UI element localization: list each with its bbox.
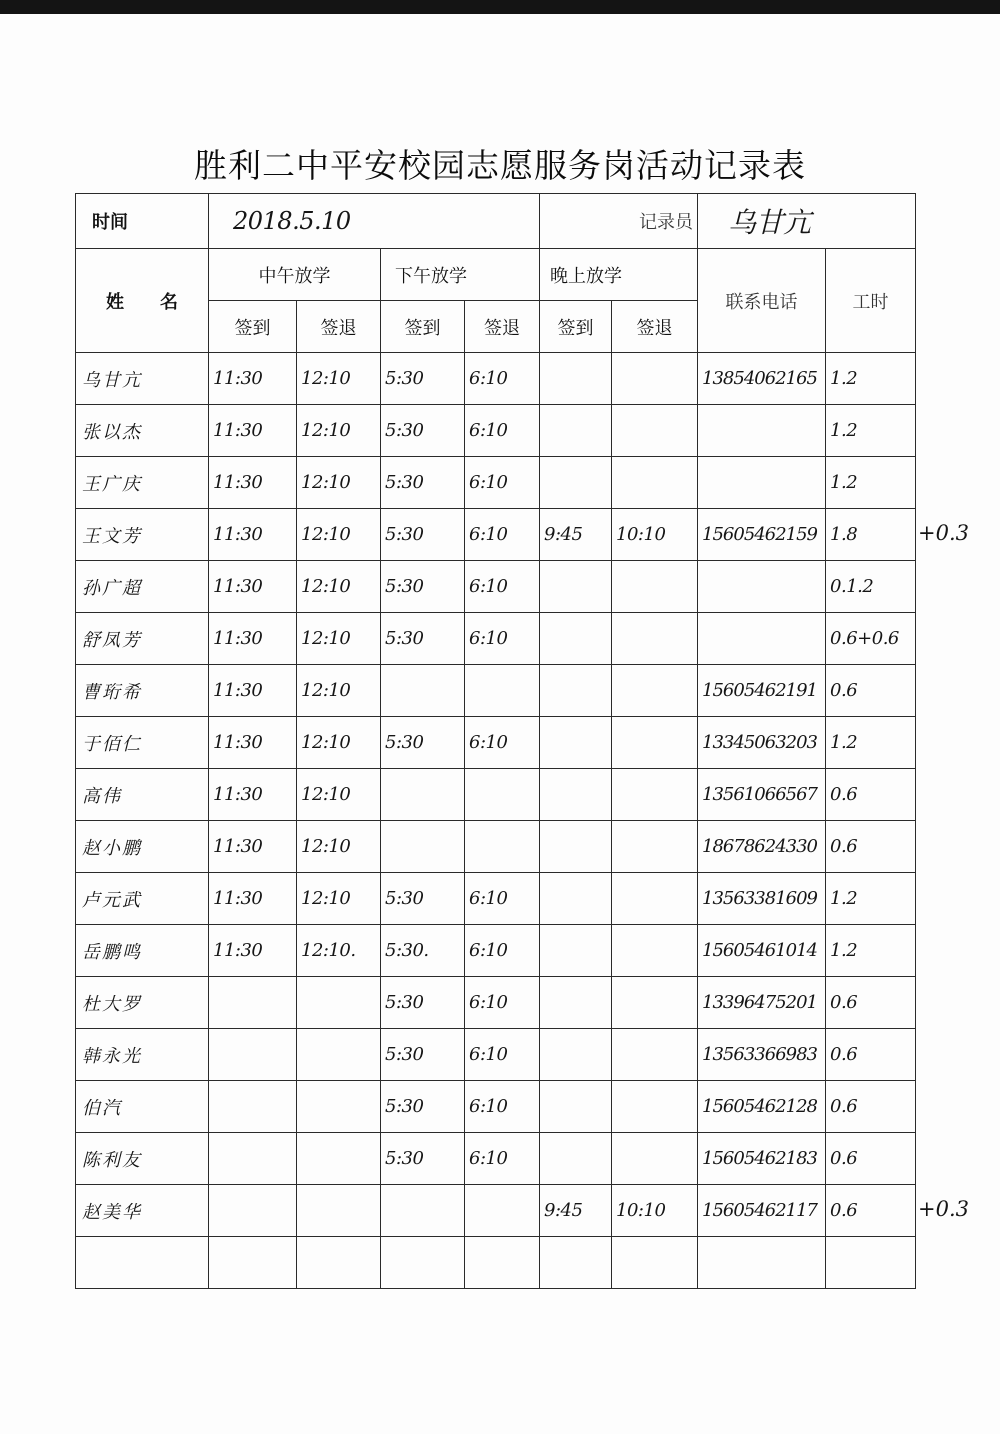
name-cell: 张以杰 (76, 405, 209, 457)
evening-sign-in-cell (540, 1081, 612, 1133)
afternoon-sign-in-header: 签到 (381, 301, 465, 353)
noon-sign-in-cell (209, 1185, 297, 1237)
phone-cell: 13563381609 (698, 873, 826, 925)
afternoon-sign-out-header: 签退 (465, 301, 540, 353)
evening-sign-out-cell: 10:10 (612, 509, 698, 561)
afternoon-sign-in-cell: 5:30 (381, 1133, 465, 1185)
phone-cell (698, 613, 826, 665)
phone-cell: 13561066567 (698, 769, 826, 821)
noon-sign-out-cell: 12:10 (297, 561, 381, 613)
name-cell: 乌甘亢 (76, 353, 209, 405)
name-cell: 卢元武 (76, 873, 209, 925)
noon-sign-out-cell: 12:10 (297, 873, 381, 925)
name-cell (76, 1237, 209, 1289)
afternoon-sign-out-cell (465, 769, 540, 821)
evening-sign-out-cell (612, 665, 698, 717)
afternoon-sign-out-cell (465, 821, 540, 873)
afternoon-sign-in-cell: 5:30 (381, 405, 465, 457)
afternoon-sign-out-cell: 6:10 (465, 561, 540, 613)
evening-sign-in-cell: 9:45 (540, 1185, 612, 1237)
afternoon-sign-in-cell: 5:30 (381, 353, 465, 405)
afternoon-sign-in-cell: 5:30. (381, 925, 465, 977)
phone-cell: 15605462191 (698, 665, 826, 717)
evening-sign-in-cell (540, 1029, 612, 1081)
afternoon-sign-out-cell: 6:10 (465, 613, 540, 665)
noon-sign-in-cell: 11:30 (209, 353, 297, 405)
recorder-signature: 乌甘亢 (698, 194, 916, 249)
evening-sign-in-cell (540, 665, 612, 717)
evening-sign-in-cell (540, 561, 612, 613)
table-row (76, 1081, 916, 1133)
evening-sign-out-cell (612, 821, 698, 873)
afternoon-sign-in-cell: 5:30 (381, 1081, 465, 1133)
evening-sign-out-cell (612, 561, 698, 613)
evening-sign-out-cell (612, 353, 698, 405)
afternoon-sign-in-cell: 5:30 (381, 717, 465, 769)
afternoon-sign-in-cell: 5:30 (381, 509, 465, 561)
phone-cell: 13854062165 (698, 353, 826, 405)
phone-cell: 15605462159 (698, 509, 826, 561)
hours-cell: 0.6 (826, 1029, 916, 1081)
afternoon-sign-in-cell: 5:30 (381, 977, 465, 1029)
evening-sign-out-cell (612, 457, 698, 509)
noon-sign-out-cell: 12:10. (297, 925, 381, 977)
recorder-label: 记录员 (540, 194, 698, 249)
name-cell: 于佰仁 (76, 717, 209, 769)
table-row (76, 405, 916, 457)
noon-sign-out-cell (297, 1081, 381, 1133)
afternoon-sign-out-cell: 6:10 (465, 1133, 540, 1185)
table-row (76, 1133, 916, 1185)
afternoon-sign-in-cell (381, 1185, 465, 1237)
evening-sign-out-cell (612, 1029, 698, 1081)
noon-sign-in-cell: 11:30 (209, 717, 297, 769)
time-label: 时间 (76, 194, 209, 249)
name-cell: 高伟 (76, 769, 209, 821)
evening-sign-in-cell (540, 405, 612, 457)
noon-sign-in-cell: 11:30 (209, 821, 297, 873)
name-cell: 韩永光 (76, 1029, 209, 1081)
noon-sign-in-cell: 11:30 (209, 457, 297, 509)
noon-sign-in-cell (209, 1133, 297, 1185)
afternoon-sign-out-cell (465, 1185, 540, 1237)
evening-sign-in-cell: 9:45 (540, 509, 612, 561)
date-value: 2018.5.10 (209, 194, 540, 249)
noon-sign-out-cell: 12:10 (297, 353, 381, 405)
afternoon-sign-in-cell: 5:30 (381, 613, 465, 665)
hours-cell: 0.6 (826, 977, 916, 1029)
afternoon-sign-out-cell: 6:10 (465, 717, 540, 769)
hours-cell: 1.8 (826, 509, 916, 561)
noon-sign-in-cell: 11:30 (209, 405, 297, 457)
evening-sign-in-header: 签到 (540, 301, 612, 353)
page-top-edge (0, 0, 1000, 14)
name-cell: 伯汽 (76, 1081, 209, 1133)
table-row (76, 613, 916, 665)
phone-cell: 18678624330 (698, 821, 826, 873)
name-cell: 赵小鹏 (76, 821, 209, 873)
noon-sign-out-cell (297, 1185, 381, 1237)
name-cell: 孙广超 (76, 561, 209, 613)
hours-cell: 0.6 (826, 1185, 916, 1237)
name-cell: 陈利友 (76, 1133, 209, 1185)
noon-sign-out-cell: 12:10 (297, 457, 381, 509)
evening-sign-in-cell (540, 353, 612, 405)
phone-cell: 15605461014 (698, 925, 826, 977)
phone-cell: 15605462183 (698, 1133, 826, 1185)
noon-sign-in-cell: 11:30 (209, 509, 297, 561)
noon-sign-in-cell: 11:30 (209, 665, 297, 717)
evening-sign-in-cell (540, 821, 612, 873)
noon-sign-out-cell (297, 1029, 381, 1081)
noon-sign-in-cell: 11:30 (209, 561, 297, 613)
phone-cell (698, 457, 826, 509)
evening-sign-out-cell (612, 1133, 698, 1185)
phone-header: 联系电话 (698, 249, 826, 353)
noon-sign-in-cell (209, 1081, 297, 1133)
noon-sign-out-cell: 12:10 (297, 665, 381, 717)
noon-sign-in-cell: 11:30 (209, 613, 297, 665)
evening-sign-out-cell (612, 405, 698, 457)
table-row (76, 873, 916, 925)
table-row (76, 665, 916, 717)
evening-sign-out-cell (612, 613, 698, 665)
evening-sign-in-cell (540, 717, 612, 769)
name-cell: 王广庆 (76, 457, 209, 509)
phone-cell: 15605462128 (698, 1081, 826, 1133)
afternoon-sign-out-cell: 6:10 (465, 1029, 540, 1081)
evening-sign-in-cell (540, 925, 612, 977)
evening-sign-in-cell (540, 977, 612, 1029)
table-row (76, 1185, 916, 1237)
hours-cell (826, 1237, 916, 1289)
hours-cell: 0.6 (826, 665, 916, 717)
afternoon-sign-in-cell: 5:30 (381, 457, 465, 509)
noon-sign-in-cell: 11:30 (209, 873, 297, 925)
table-row (76, 977, 916, 1029)
table-row (76, 821, 916, 873)
evening-sign-out-cell (612, 769, 698, 821)
noon-sign-out-header: 签退 (297, 301, 381, 353)
hours-cell: 1.2 (826, 405, 916, 457)
afternoon-sign-out-cell: 6:10 (465, 1081, 540, 1133)
name-cell: 舒凤芳 (76, 613, 209, 665)
table-row (76, 717, 916, 769)
evening-sign-in-cell (540, 873, 612, 925)
table-row (76, 1237, 916, 1289)
evening-sign-out-cell (612, 717, 698, 769)
hours-cell: 1.2 (826, 457, 916, 509)
afternoon-sign-out-cell: 6:10 (465, 873, 540, 925)
document-title: 胜利二中平安校园志愿服务岗活动记录表 (194, 146, 806, 185)
noon-sign-out-cell: 12:10 (297, 821, 381, 873)
afternoon-sign-out-cell: 6:10 (465, 457, 540, 509)
hours-cell: 1.2 (826, 353, 916, 405)
name-cell: 赵美华 (76, 1185, 209, 1237)
noon-sign-in-cell: 11:30 (209, 925, 297, 977)
evening-sign-out-cell (612, 925, 698, 977)
afternoon-sign-out-cell (465, 1237, 540, 1289)
hours-cell: 0.6+0.6 (826, 613, 916, 665)
afternoon-sign-out-cell: 6:10 (465, 509, 540, 561)
hours-adjustment-note: +0.3 (918, 1196, 969, 1221)
noon-sign-out-cell: 12:10 (297, 613, 381, 665)
afternoon-sign-out-cell: 6:10 (465, 405, 540, 457)
evening-sign-out-cell (612, 977, 698, 1029)
phone-cell: 13563366983 (698, 1029, 826, 1081)
evening-header: 晚上放学 (540, 249, 698, 301)
afternoon-sign-in-cell (381, 665, 465, 717)
evening-sign-out-header: 签退 (612, 301, 698, 353)
afternoon-sign-in-cell (381, 769, 465, 821)
noon-sign-in-cell (209, 1237, 297, 1289)
hours-cell: 1.2 (826, 717, 916, 769)
table-row (76, 1029, 916, 1081)
noon-header: 中午放学 (209, 249, 381, 301)
hours-adjustment-note: +0.3 (918, 520, 969, 545)
phone-cell (698, 561, 826, 613)
afternoon-sign-out-cell: 6:10 (465, 353, 540, 405)
hours-header: 工时 (826, 249, 916, 353)
afternoon-sign-out-cell: 6:10 (465, 925, 540, 977)
noon-sign-out-cell: 12:10 (297, 509, 381, 561)
noon-sign-out-cell (297, 1237, 381, 1289)
evening-sign-out-cell (612, 873, 698, 925)
afternoon-sign-in-cell: 5:30 (381, 561, 465, 613)
evening-sign-out-cell (612, 1081, 698, 1133)
noon-sign-in-cell (209, 1029, 297, 1081)
hours-cell: 0.1.2 (826, 561, 916, 613)
noon-sign-out-cell (297, 1133, 381, 1185)
hours-cell: 0.6 (826, 769, 916, 821)
table-row (76, 457, 916, 509)
table-row (76, 561, 916, 613)
hours-cell: 0.6 (826, 821, 916, 873)
evening-sign-in-cell (540, 769, 612, 821)
afternoon-header: 下午放学 (381, 249, 540, 301)
afternoon-sign-in-cell (381, 821, 465, 873)
meta-row (76, 194, 916, 249)
table-row (76, 769, 916, 821)
afternoon-sign-out-cell: 6:10 (465, 977, 540, 1029)
header-row-1 (76, 249, 916, 301)
hours-cell: 1.2 (826, 925, 916, 977)
evening-sign-in-cell (540, 457, 612, 509)
hours-cell: 1.2 (826, 873, 916, 925)
afternoon-sign-in-cell: 5:30 (381, 1029, 465, 1081)
name-header: 姓 名 (76, 249, 209, 353)
activity-record-table (75, 193, 916, 1289)
afternoon-sign-in-cell: 5:30 (381, 873, 465, 925)
phone-cell: 15605462117 (698, 1185, 826, 1237)
evening-sign-out-cell (612, 1237, 698, 1289)
phone-cell: 13396475201 (698, 977, 826, 1029)
evening-sign-in-cell (540, 1237, 612, 1289)
table-row (76, 353, 916, 405)
afternoon-sign-out-cell (465, 665, 540, 717)
phone-cell (698, 405, 826, 457)
name-cell: 曹珩希 (76, 665, 209, 717)
name-cell: 王文芳 (76, 509, 209, 561)
noon-sign-out-cell: 12:10 (297, 769, 381, 821)
evening-sign-in-cell (540, 613, 612, 665)
noon-sign-in-header: 签到 (209, 301, 297, 353)
hours-cell: 0.6 (826, 1081, 916, 1133)
noon-sign-in-cell: 11:30 (209, 769, 297, 821)
phone-cell: 13345063203 (698, 717, 826, 769)
table-row (76, 509, 916, 561)
noon-sign-out-cell: 12:10 (297, 717, 381, 769)
afternoon-sign-in-cell (381, 1237, 465, 1289)
noon-sign-out-cell: 12:10 (297, 405, 381, 457)
evening-sign-out-cell: 10:10 (612, 1185, 698, 1237)
evening-sign-in-cell (540, 1133, 612, 1185)
table-row (76, 925, 916, 977)
hours-cell: 0.6 (826, 1133, 916, 1185)
noon-sign-in-cell (209, 977, 297, 1029)
noon-sign-out-cell (297, 977, 381, 1029)
phone-cell (698, 1237, 826, 1289)
name-cell: 岳鹏鸣 (76, 925, 209, 977)
name-cell: 杜大罗 (76, 977, 209, 1029)
